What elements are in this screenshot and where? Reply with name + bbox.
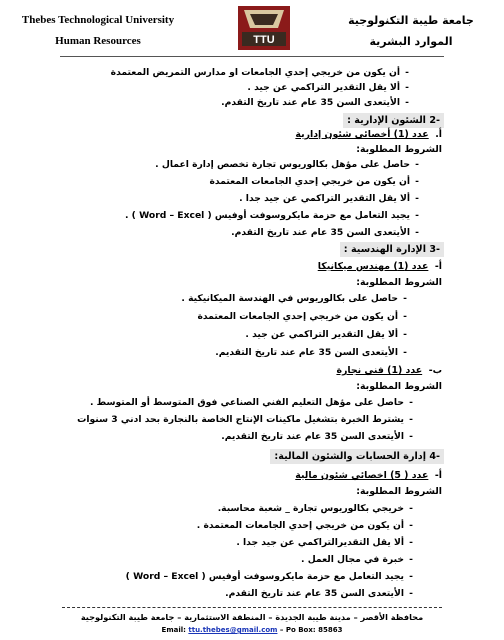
condition-item: -يجيد التعامل مع حزمة مايكروسوفت أوفيس ( Word – Excel ) .	[124, 210, 419, 221]
condition-item: -حاصل على مؤهل التعليم الفني الصناعي فوق المتوسط أو المتوسط .	[89, 397, 413, 408]
department-name-ar: الموارد البشرية	[369, 35, 453, 48]
department-name-en: Human Resources	[55, 35, 141, 47]
university-name-en: Thebes Technological University	[21, 14, 175, 26]
condition-item: -ألا يقل التقديرالتراكمي عن جيد جدا .	[236, 537, 413, 548]
job-title: أ. عدد (1) أخصائي شئون إدارية	[295, 129, 442, 140]
footer-separator: –	[279, 626, 284, 634]
condition-item: -أن يكون من خريجي إحدي الجامعات المعتمدة .	[196, 520, 413, 531]
condition-item: -الأيتعدى السن 35 عام عند تاريخ التقديم.	[221, 431, 413, 442]
condition-item: -يشترط الخبرة بتشغيل ماكينات الإنتاج الخاصة بالنجارة بحد ادني 3 سنوات	[77, 414, 413, 425]
po-box: Po Box: 85863	[285, 626, 343, 634]
job-title: ب- عدد (1) فني نجارة	[336, 365, 442, 376]
logo-text: TTU	[253, 34, 275, 46]
section-heading: -2 الشئون الإدارية :	[343, 113, 444, 128]
footer-address: محافظة الأقصر – مدينة طيبة الجديدة – المنطقة الاستثمارية – جامعة طيبة التكنولوجية	[80, 612, 424, 622]
email-link[interactable]: ttu.thebes@gmail.com	[188, 626, 278, 634]
conditions-label: الشروط المطلوبة:	[356, 381, 442, 392]
condition-item: -حاصل على بكالوريوس في الهندسة الميكانيكية .	[181, 293, 407, 304]
condition-item: -الأيتعدى السن 35 عام عند تاريخ التقدم.	[231, 227, 419, 238]
top-bullet: -الأيتعدى السن 35 عام عند تاريخ التقدم.	[221, 97, 409, 108]
condition-item: -خبرة في مجال العمل .	[301, 554, 413, 565]
header-right	[336, 10, 486, 52]
condition-item: -الأيتعدى السن 35 عام عند تاريخ التقديم.	[215, 347, 407, 358]
section-heading: -3 الإدارة الهندسية :	[340, 242, 444, 257]
condition-item: -أن يكون من خريجي إحدي الجامعات المعتمدة	[209, 176, 419, 187]
footer-divider	[62, 607, 442, 608]
email-label: Email:	[161, 626, 186, 634]
job-title: أ- عدد ( 5) اخصائي شئون مالية	[295, 470, 442, 481]
top-bullet: -أن يكون من خريجي إحدي الجامعات او مدارس التمريض المعتمدة	[110, 67, 409, 78]
top-bullet: -ألا يقل التقدير التراكمي عن جيد .	[247, 82, 409, 93]
university-logo	[238, 6, 290, 50]
condition-item: -خريجي بكالوريوس تجارة _ شعبة محاسبة.	[217, 503, 413, 514]
condition-item: -ألا يقل التقدير التراكمي عن جيد .	[245, 329, 407, 340]
conditions-label: الشروط المطلوبة:	[356, 277, 442, 288]
condition-item: -أن يكون من خريجي إحدي الجامعات المعتمدة	[197, 311, 407, 322]
header-left	[18, 10, 178, 52]
conditions-label: الشروط المطلوبة:	[356, 486, 442, 497]
conditions-label: الشروط المطلوبة:	[356, 144, 442, 155]
condition-item: -ألا يقل التقدير التراكمي عن جيد جدا .	[239, 193, 419, 204]
condition-item: -الأيتعدى السن 35 عام عند تاريخ التقدم.	[225, 588, 413, 599]
job-title: أ- عدد (1) مهندس ميكانيكا	[317, 261, 442, 272]
footer-contact	[0, 626, 504, 634]
condition-item: -حاصل على مؤهل بكالوريوس تجارة تخصص إدارة اعمال .	[155, 159, 419, 170]
section-heading: -4 إدارة الحسابات والشئون المالية:	[270, 449, 444, 464]
header-divider	[60, 56, 444, 57]
condition-item: -يجيد التعامل مع حزمة مايكروسوفت أوفيس ( Word – Excel )	[125, 571, 413, 582]
university-name-ar: جامعة طيبة التكنولوجية	[348, 14, 474, 27]
